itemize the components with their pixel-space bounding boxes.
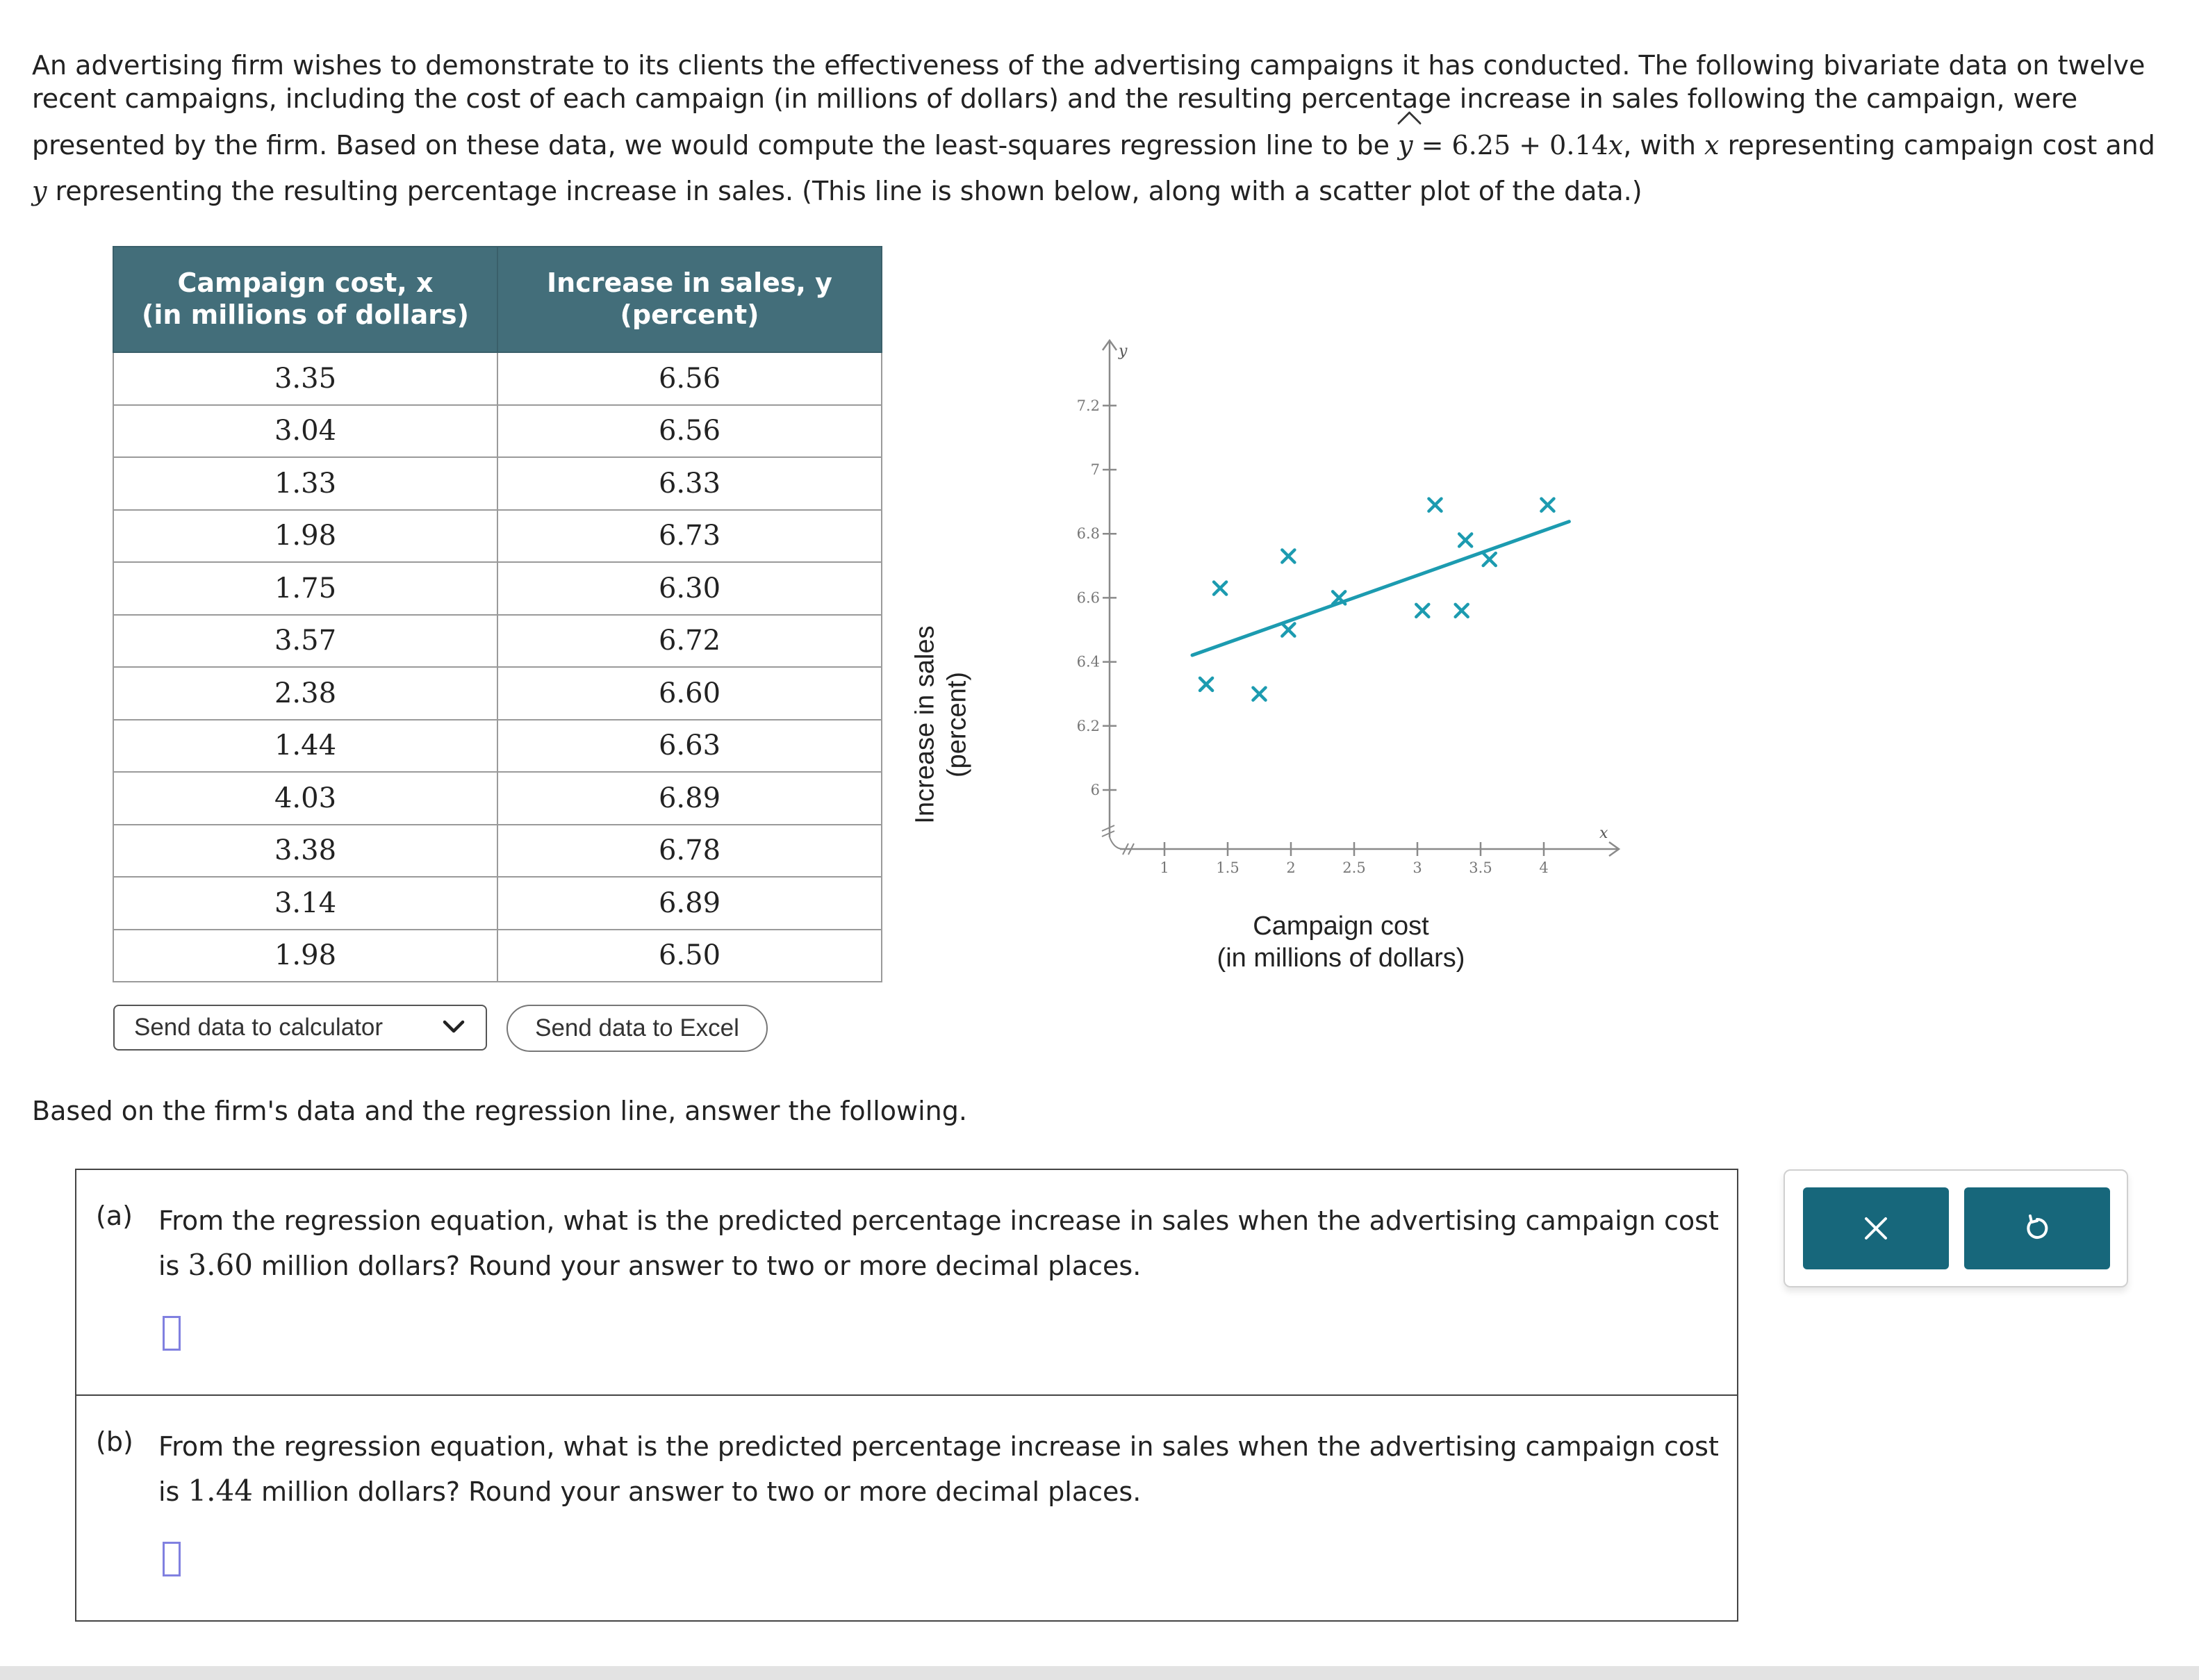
scatter-plot: [945, 327, 1647, 896]
chevron-down-icon: [443, 1019, 465, 1035]
column-header-cost: [113, 247, 497, 352]
increase-cell: 6.73: [497, 510, 882, 563]
x-tick-label: 2: [1286, 859, 1296, 876]
intro-line-3-start: presented by the firm. Based on these data, we would compute the least-squares regression line to be: [32, 130, 1399, 161]
intro-line-3-mid: , with: [1623, 130, 1705, 161]
data-point: [1253, 688, 1266, 700]
data-point: [1459, 534, 1472, 546]
answer-a-input[interactable]: [163, 1316, 181, 1351]
intro-line-1: An advertising firm wishes to demonstrate to its clients the effectiveness of the advertising campaigns it has conducted. The following bivariate data on twelve: [32, 50, 2146, 81]
data-point: [1214, 582, 1226, 595]
question-b-letter: (b): [96, 1426, 133, 1457]
regression-line: [1192, 522, 1569, 655]
close-icon: [1862, 1214, 1890, 1242]
bottom-scroll-bar: [0, 1666, 2199, 1680]
increase-cell: 6.60: [497, 667, 882, 720]
regression-x: x: [1608, 130, 1624, 161]
data-point: [1428, 499, 1441, 511]
x-tick-label: 2.5: [1342, 859, 1366, 876]
question-b: [76, 1394, 1737, 1619]
increase-cell: 6.56: [497, 405, 882, 458]
cost-cell: 1.44: [113, 720, 497, 773]
increase-cell: 6.30: [497, 562, 882, 615]
increase-cell: 6.56: [497, 352, 882, 405]
question-a-value: 3.60: [188, 1247, 253, 1282]
table-row: [113, 405, 882, 458]
x-tick-label: 3: [1413, 859, 1422, 876]
question-b-value: 1.44: [188, 1473, 253, 1508]
table-row: [113, 720, 882, 773]
cost-cell: 3.04: [113, 405, 497, 458]
cost-cell: 1.98: [113, 930, 497, 982]
answer-actions-panel: [1784, 1169, 2128, 1287]
cost-cell: 3.35: [113, 352, 497, 405]
x-axis-symbol: x: [1599, 825, 1608, 842]
y-axis-label-line-1: Increase in sales: [910, 625, 940, 824]
data-table: [113, 246, 882, 982]
question-b-text-line-1: From the regression equation, what is the predicted percentage increase in sales when the advertising campaign cost: [158, 1431, 1719, 1462]
y-tick-label: 6.6: [1076, 589, 1100, 607]
data-point: [1282, 550, 1294, 562]
regression-yhat: y: [1398, 130, 1413, 161]
increase-cell: 6.33: [497, 457, 882, 510]
y-tick-label: 6.4: [1076, 653, 1100, 670]
table-row: [113, 825, 882, 878]
increase-cell: 6.72: [497, 615, 882, 668]
cost-cell: 3.38: [113, 825, 497, 878]
y-tick-label: 6.2: [1076, 717, 1100, 734]
intro-line-4-text: representing the resulting percentage increase in sales. (This line is shown below, along with a scatter plot of the data.): [47, 175, 1642, 206]
cost-cell: 2.38: [113, 667, 497, 720]
x-tick-label: 4: [1539, 859, 1549, 876]
table-row: [113, 772, 882, 825]
x-axis-label: [1133, 911, 1549, 974]
table-row: [113, 667, 882, 720]
question-a-text-suffix: million dollars? Round your answer to two or more decimal places.: [252, 1250, 1142, 1281]
increase-cell: 6.78: [497, 825, 882, 878]
increase-cell: 6.89: [497, 772, 882, 825]
var-x: x: [1704, 130, 1720, 161]
y-tick-label: 7: [1090, 461, 1100, 478]
cost-cell: 4.03: [113, 772, 497, 825]
x-tick-label: 1.5: [1216, 859, 1239, 876]
cost-cell: 1.98: [113, 510, 497, 563]
table-row: [113, 457, 882, 510]
send-to-excel-button[interactable]: [506, 1005, 768, 1052]
question-b-text-prefix: is: [158, 1476, 188, 1507]
column-header-cost-label: Campaign cost, x (in millions of dollars): [142, 267, 469, 330]
increase-cell: 6.63: [497, 720, 882, 773]
problem-intro: [32, 50, 2172, 207]
axis-corner: [1110, 837, 1122, 849]
column-header-increase-label: Increase in sales, y (percent): [547, 267, 832, 330]
y-tick-label: 6: [1090, 782, 1100, 798]
increase-cell: 6.89: [497, 877, 882, 930]
question-a-letter: (a): [96, 1201, 133, 1231]
column-header-increase: [497, 247, 882, 352]
answer-b-input[interactable]: [163, 1542, 181, 1576]
table-row: [113, 562, 882, 615]
increase-cell: 6.50: [497, 930, 882, 982]
table-body: [113, 352, 882, 982]
table-row: [113, 510, 882, 563]
y-axis-label-line-2: (percent): [942, 671, 971, 778]
data-point: [1282, 624, 1294, 636]
cost-cell: 3.57: [113, 615, 497, 668]
data-point: [1456, 604, 1468, 617]
send-to-excel-label: Send data to Excel: [535, 1014, 739, 1041]
questions-box: [75, 1169, 1738, 1622]
intro-line-4: [32, 176, 2172, 208]
x-tick-label: 1: [1160, 859, 1169, 876]
y-axis-symbol: y: [1119, 343, 1128, 360]
cost-cell: 1.33: [113, 457, 497, 510]
x-axis-label-line-2: (in millions of dollars): [1217, 943, 1465, 973]
regression-equation: = 6.25 + 0.14: [1413, 130, 1608, 161]
question-b-text-suffix: million dollars? Round your answer to two or more decimal places.: [252, 1476, 1142, 1507]
undo-icon: [2022, 1213, 2052, 1244]
data-point: [1483, 553, 1496, 566]
cost-cell: 3.14: [113, 877, 497, 930]
table-row: [113, 615, 882, 668]
data-point: [1416, 604, 1428, 617]
intro-line-3-end: representing campaign cost and: [1719, 130, 2155, 161]
table-row: [113, 877, 882, 930]
question-a-text-line-1: From the regression equation, what is the predicted percentage increase in sales when the advertising campaign cost: [158, 1205, 1719, 1236]
y-tick-label: 6.8: [1076, 525, 1100, 543]
send-to-calculator-dropdown[interactable]: [113, 1005, 487, 1051]
intro-line-3: [32, 130, 2172, 162]
question-b-text: [158, 1426, 1722, 1514]
data-point: [1541, 499, 1554, 511]
table-row: [113, 930, 882, 982]
question-prompt: Based on the firm's data and the regression line, answer the following.: [32, 1096, 967, 1126]
undo-button[interactable]: [1964, 1187, 2110, 1269]
x-axis-label-line-1: Campaign cost: [1253, 912, 1429, 941]
var-y: y: [32, 175, 47, 206]
clear-button[interactable]: [1803, 1187, 1949, 1269]
cost-cell: 1.75: [113, 562, 497, 615]
data-point: [1200, 678, 1212, 691]
intro-line-2: recent campaigns, including the cost of each campaign (in millions of dollars) and the resulting percentage increase in sales following the campaign, were: [32, 83, 2078, 114]
x-tick-label: 3.5: [1469, 859, 1492, 876]
send-to-calculator-label: Send data to calculator: [134, 1014, 384, 1041]
question-a-text-prefix: is: [158, 1250, 188, 1281]
question-a-text: [158, 1201, 1722, 1288]
y-tick-label: 7.2: [1076, 397, 1100, 414]
question-a: [76, 1170, 1737, 1394]
y-axis-label: [909, 607, 973, 843]
y-axis-break: [1102, 825, 1114, 837]
table-row: [113, 352, 882, 405]
